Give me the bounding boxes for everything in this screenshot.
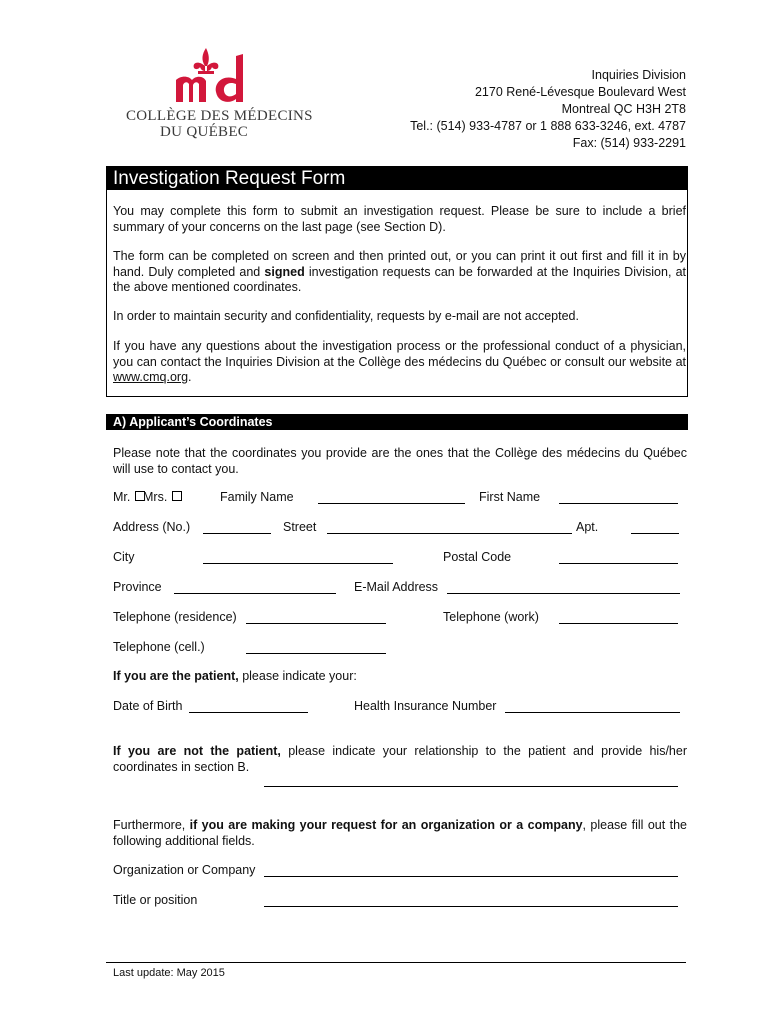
street-field[interactable]	[327, 533, 572, 534]
address-telephone: Tel.: (514) 933-4787 or 1 888 633-3246, ext. 4787	[410, 119, 686, 133]
cmq-logo-icon	[174, 46, 250, 104]
address-division: Inquiries Division	[591, 68, 686, 82]
postal-code-field[interactable]	[559, 563, 678, 564]
footer-divider	[106, 962, 686, 963]
organization-field[interactable]	[264, 876, 678, 877]
postal-code-label: Postal Code	[443, 550, 512, 564]
intro-paragraph-2: The form can be completed on screen and then printed out, or you can print it out first and fill it in by hand. Duly completed and signed investigation requests can be forwarded at the Inquiries Division, at the above mentioned coordinates.	[113, 249, 686, 294]
not-patient-instruction: If you are not the patient, please indicate your relationship to the patient and provide his/her coordinates in section B.	[113, 744, 687, 774]
mrs-checkbox[interactable]	[172, 491, 182, 501]
patient-instruction: If you are the patient, please indicate your:	[113, 669, 357, 683]
street-label: Street	[283, 520, 317, 534]
family-name-label: Family Name	[220, 490, 294, 504]
logo-name-line1: COLLÈGE DES MÉDECINS	[126, 108, 313, 124]
address-no-field[interactable]	[203, 533, 271, 534]
tel-work-label: Telephone (work)	[443, 610, 539, 624]
health-number-label: Health Insurance Number	[354, 699, 497, 713]
form-title: Investigation Request Form	[106, 166, 688, 190]
health-number-field[interactable]	[505, 712, 680, 713]
logo-name-line2: DU QUÉBEC	[160, 124, 249, 140]
title-position-field[interactable]	[264, 906, 678, 907]
address-no-label: Address (No.)	[113, 520, 191, 534]
address-city: Montreal QC H3H 2T8	[561, 102, 686, 116]
first-name-field[interactable]	[559, 503, 678, 504]
mr-option[interactable]: Mr.	[113, 490, 145, 505]
province-field[interactable]	[174, 593, 336, 594]
family-name-field[interactable]	[318, 503, 465, 504]
tel-cell-field[interactable]	[246, 653, 386, 654]
intro-paragraph-3: In order to maintain security and confidentiality, requests by e-mail are not accepted.	[113, 309, 579, 323]
organization-label: Organization or Company	[113, 863, 256, 877]
relationship-field[interactable]	[264, 786, 678, 787]
mrs-option[interactable]: Mrs.	[143, 490, 182, 505]
tel-work-field[interactable]	[559, 623, 678, 624]
dob-label: Date of Birth	[113, 699, 183, 713]
city-field[interactable]	[203, 563, 393, 564]
email-field[interactable]	[447, 593, 680, 594]
last-update: Last update: May 2015	[113, 967, 225, 979]
city-label: City	[113, 550, 135, 564]
address-fax: Fax: (514) 933-2291	[572, 136, 686, 150]
email-label: E-Mail Address	[354, 580, 439, 594]
first-name-label: First Name	[479, 490, 541, 504]
section-a-header: A) Applicant’s Coordinates	[106, 414, 688, 430]
address-street: 2170 René-Lévesque Boulevard West	[474, 85, 686, 99]
tel-cell-label: Telephone (cell.)	[113, 640, 205, 654]
apt-field[interactable]	[631, 533, 679, 534]
dob-field[interactable]	[189, 712, 308, 713]
website-link[interactable]: www.cmq.org	[113, 370, 189, 384]
organization-instruction: Furthermore, if you are making your request for an organization or a company, please fill out the following additional fields.	[113, 818, 687, 848]
intro-paragraph-4: If you have any questions about the investigation process or the professional conduct of a physician, you can contact the Inquiries Division at the Collège des médecins du Québec or consult our website at www.cmq.org.	[113, 339, 686, 384]
intro-paragraph-1: You may complete this form to submit an investigation request. Please be sure to include a brief summary of your concerns on the last page (see Section D).	[113, 204, 686, 234]
province-label: Province	[113, 580, 162, 594]
tel-residence-field[interactable]	[246, 623, 386, 624]
apt-label: Apt.	[576, 520, 599, 534]
coordinates-note: Please note that the coordinates you provide are the ones that the Collège des médecins du Québec will use to contact you.	[113, 446, 687, 476]
tel-residence-label: Telephone (residence)	[113, 610, 237, 624]
title-position-label: Title or position	[113, 893, 198, 907]
